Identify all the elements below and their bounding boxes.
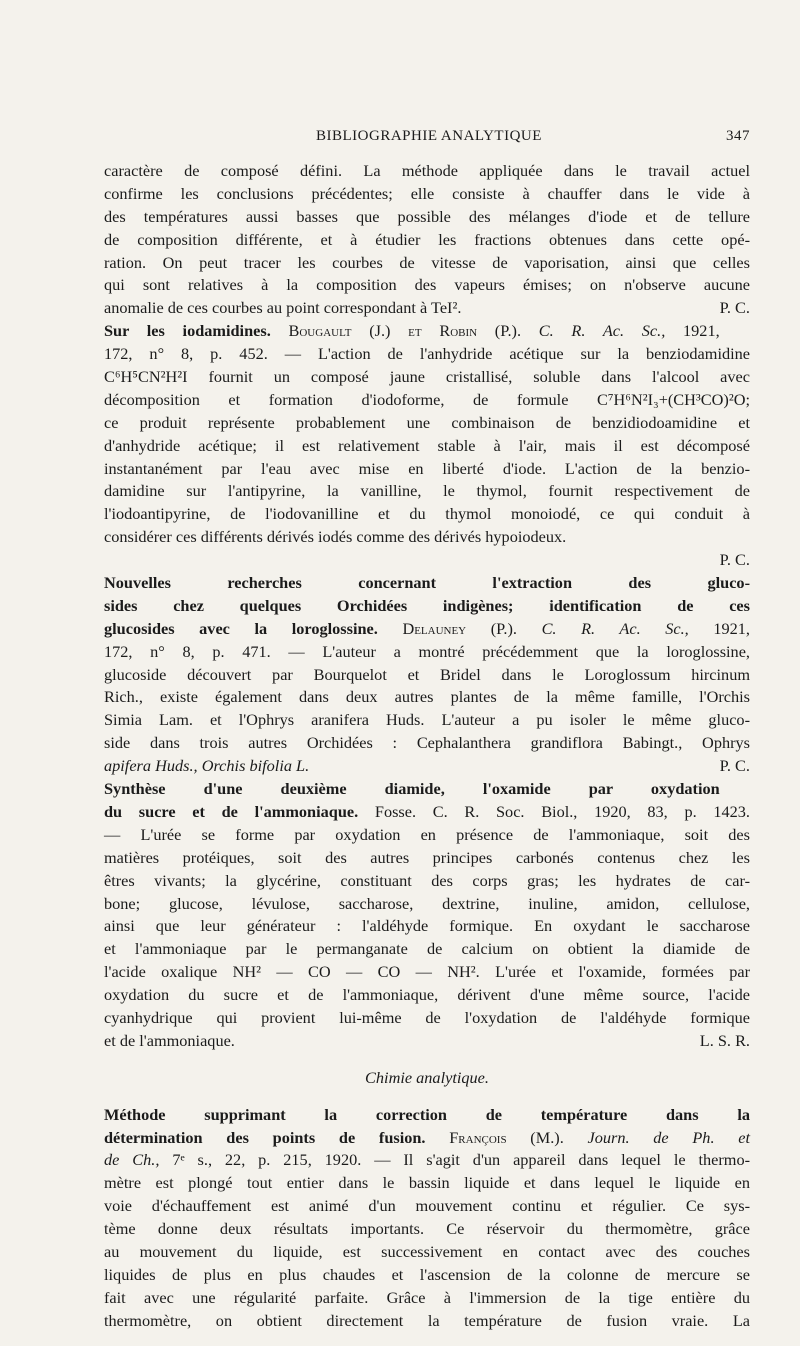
text-line: glucoside découvert par Bourquelot et Bridel dans le Loroglossum hircinum [104, 664, 750, 684]
body-text [104, 160, 750, 1333]
text-line: d'anhydride acétique; il est relativement stable à l'air, mais il est décomposé [104, 435, 750, 455]
text-line [104, 1030, 750, 1053]
article-authors: Bougault (J.) et Robin (P.). [288, 321, 522, 341]
article-title: Synthèse d'une deuxième diamide, l'oxamide par oxydation [104, 779, 720, 799]
author-initials: P. C. [719, 550, 750, 570]
text-line: l'iodoantipyrine, de l'iodovanilline et du thymol monoiodé, ce qui conduit à [104, 504, 750, 524]
text-line: Simia Lam. et l'Ophrys aranifera Huds. L'auteur a pu isoler le même gluco- [104, 710, 750, 730]
text-line [104, 755, 750, 778]
text-line: et l'ammoniaque par le permanganate de calcium on obtient la diamide de [104, 939, 750, 959]
journal-name: C. R. Ac. Sc., [538, 321, 666, 341]
text-line [104, 297, 750, 320]
text-line: liquides de plus en plus chaudes et l'ascension de la colonne de mercure se [104, 1264, 750, 1284]
text-line: confirme les conclusions précédentes; elle consiste à chauffer dans le vide à [104, 183, 750, 203]
article-reference: Fosse. C. R. Soc. Biol., 1920, 83, p. 1423. [374, 801, 750, 821]
section-heading: Chimie analytique. [365, 1067, 489, 1087]
text-line: 172, n° 8, p. 471. — L'auteur a montré précédemment que la loroglossine, [104, 641, 750, 661]
text-line: cyanhydrique qui provient lui-même de l'oxydation de l'aldéhyde formique [104, 1007, 750, 1027]
article-heading-line [104, 801, 750, 824]
text-line: tème donne deux résultats importants. Ce réservoir du thermomètre, grâce [104, 1219, 750, 1239]
article-heading-line [104, 1127, 750, 1150]
text-line: ainsi que leur générateur : l'aldéhyde formique. En oxydant le saccharose [104, 916, 750, 936]
article-title: Nouvelles recherches concernant l'extraction des gluco- [104, 573, 750, 593]
text-line: des températures aussi basses que possible des mélanges d'iode et de tellure [104, 206, 750, 226]
text-line: décomposition et formation d'iodoforme, de formule C⁷H⁶N²I₃+(CH³CO)²O; [104, 389, 750, 409]
text-line: au mouvement du liquide, est successivement en contact avec des couches [104, 1241, 750, 1261]
text-line: fait avec une régularité parfaite. Grâce à l'immersion de la tige entière du [104, 1287, 750, 1307]
article-heading-line [104, 1149, 750, 1172]
article-title: sides chez quelques Orchidées indigènes; identification de ces [104, 595, 750, 615]
text-line: voie d'échauffement est animé d'un mouvement continu et régulier. Ce sys- [104, 1196, 750, 1216]
text-line: êtres vivants; la glycérine, constituant des corps gras; les hydrates de car- [104, 870, 750, 890]
reference-year: 1921, [683, 321, 720, 341]
article-authors: François (M.). [449, 1127, 564, 1147]
text-line: oxydation du sucre et de l'ammoniaque, dérivent d'une même source, l'acide [104, 985, 750, 1005]
text-line: C⁶H⁵CN²H²I fournit un composé jaune cristallisé, soluble dans l'alcool avec [104, 367, 750, 387]
journal-name: Journ. de Ph. et [587, 1127, 750, 1147]
page-header [104, 128, 750, 152]
article-title: détermination des points de fusion. [104, 1127, 426, 1147]
article-heading-line [104, 320, 750, 343]
text-fragment: et de l'ammoniaque. [104, 1030, 235, 1050]
text-line: de composition différente, et à étudier les fractions obtenues dans cette opé- [104, 229, 750, 249]
text-fragment: anomalie de ces courbes au point correspondant à TeI². [104, 298, 462, 318]
article-heading-line [104, 618, 750, 641]
author-initials: P. C. [719, 298, 750, 318]
article-title: Sur les iodamidines. [104, 321, 271, 341]
text-line: ce produit représente probablement une combinaison de benzidiodoamidine et [104, 412, 750, 432]
running-title: BIBLIOGRAPHIE ANALYTIQUE [316, 128, 542, 144]
text-line: mètre est plongé tout entier dans le bassin liquide et dans lequel le liquide en [104, 1173, 750, 1193]
text-line: thermomètre, on obtient directement la température de fusion vraie. La [104, 1310, 750, 1330]
text-line: ration. On peut tracer les courbes de vitesse de vaporisation, ainsi que celles [104, 252, 750, 272]
text-line: qui sont relatives à la composition des vapeurs émises; on n'observe aucune [104, 275, 750, 295]
text-line: instantanément par l'eau avec mise en liberté d'iode. L'action de la benzio- [104, 458, 750, 478]
article-authors: Delauney (P.). [402, 618, 517, 638]
author-initials: P. C. [719, 756, 750, 776]
page-number: 347 [726, 128, 750, 144]
text-line: damidine sur l'antipyrine, la vanilline, le thymol, fournit respectivement de [104, 481, 750, 501]
text-line: considérer ces différents dérivés iodés comme des dérivés hypoiodeux. [104, 527, 567, 547]
journal-name: C. R. Ac. Sc., [541, 618, 689, 638]
article-title: du sucre et de l'ammoniaque. [104, 801, 359, 821]
text-line: Rich., existe également dans deux autres plantes de la même famille, l'Orchis [104, 687, 750, 707]
text-line: bone; glucose, lévulose, saccharose, dextrine, inuline, amidon, cellulose, [104, 893, 750, 913]
reference-year: 1921, [713, 618, 750, 638]
text-line: 172, n° 8, p. 452. — L'action de l'anhydride acétique sur la benziodamidine [104, 344, 750, 364]
text-fragment: apifera Huds., Orchis bifolia L. [104, 756, 310, 776]
text-line: side dans trois autres Orchidées : Cephalanthera grandiflora Babingt., Ophrys [104, 733, 750, 753]
article-title: Méthode supprimant la correction de température dans la [104, 1104, 750, 1124]
journal-name: de Ch., [104, 1150, 160, 1170]
article-reference: 7ᵉ s., 22, p. 215, 1920. — Il s'agit d'un appareil dans lequel le thermo- [172, 1150, 751, 1170]
text-line: — L'urée se forme par oxydation en présence de l'ammoniaque, soit des [104, 824, 750, 844]
author-initials: L. S. R. [699, 1030, 750, 1050]
text-line: matières protéiques, soit des autres principes carbonés contenus chez les [104, 847, 750, 867]
text-line: caractère de composé défini. La méthode appliquée dans le travail actuel [104, 161, 750, 180]
text-line: l'acide oxalique NH² — CO — CO — NH². L'urée et l'oxamide, formées par [104, 962, 750, 982]
article-title: glucosides avec la loroglossine. [104, 618, 378, 638]
